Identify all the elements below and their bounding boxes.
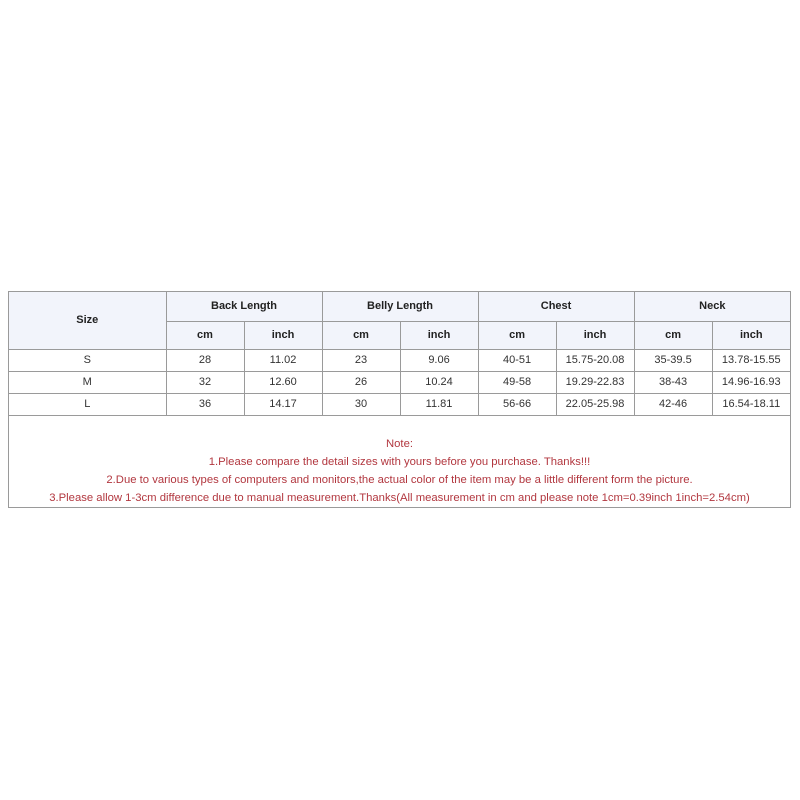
table-cell: 12.60 <box>244 371 322 393</box>
table-cell: 11.81 <box>400 393 478 415</box>
unit-header: inch <box>400 321 478 349</box>
unit-header: inch <box>556 321 634 349</box>
table-cell: 40-51 <box>478 349 556 371</box>
note-line: 3.Please allow 1-3cm difference due to manual measurement.Thanks(All measurement in cm and please note 1cm=0.39inch 1inch=2.54cm) <box>49 492 750 504</box>
table-cell: 22.05-25.98 <box>556 393 634 415</box>
table-row <box>9 393 790 415</box>
table-cell: 16.54-18.11 <box>712 393 790 415</box>
unit-header: cm <box>478 321 556 349</box>
table-cell: 10.24 <box>400 371 478 393</box>
table-cell: 36 <box>166 393 244 415</box>
table-cell: 56-66 <box>478 393 556 415</box>
group-header-belly-length: Belly Length <box>322 292 478 321</box>
table-cell: 38-43 <box>634 371 712 393</box>
size-table <box>9 292 790 416</box>
unit-header: inch <box>712 321 790 349</box>
header-group-row <box>9 292 790 321</box>
table-cell: 49-58 <box>478 371 556 393</box>
table-cell: 11.02 <box>244 349 322 371</box>
note-line: 2.Due to various types of computers and monitors,the actual color of the item may be a little different form the picture. <box>106 474 693 486</box>
unit-header: inch <box>244 321 322 349</box>
note-block <box>9 435 790 507</box>
table-cell: 15.75-20.08 <box>556 349 634 371</box>
table-cell: 23 <box>322 349 400 371</box>
size-cell: S <box>9 349 166 371</box>
note-line: 1.Please compare the detail sizes with yours before you purchase. Thanks!!! <box>208 456 591 468</box>
unit-header: cm <box>166 321 244 349</box>
table-cell: 26 <box>322 371 400 393</box>
table-row <box>9 349 790 371</box>
size-chart <box>8 291 791 508</box>
table-cell: 13.78-15.55 <box>712 349 790 371</box>
table-cell: 9.06 <box>400 349 478 371</box>
size-cell: L <box>9 393 166 415</box>
table-cell: 14.17 <box>244 393 322 415</box>
table-cell: 14.96-16.93 <box>712 371 790 393</box>
unit-header: cm <box>634 321 712 349</box>
note-title: Note: <box>385 438 413 450</box>
size-cell: M <box>9 371 166 393</box>
table-cell: 42-46 <box>634 393 712 415</box>
unit-header: cm <box>322 321 400 349</box>
group-header-chest: Chest <box>478 292 634 321</box>
size-header: Size <box>9 292 166 349</box>
group-header-back-length: Back Length <box>166 292 322 321</box>
table-cell: 32 <box>166 371 244 393</box>
group-header-neck: Neck <box>634 292 790 321</box>
table-cell: 28 <box>166 349 244 371</box>
table-cell: 19.29-22.83 <box>556 371 634 393</box>
table-row <box>9 371 790 393</box>
table-cell: 30 <box>322 393 400 415</box>
table-cell: 35-39.5 <box>634 349 712 371</box>
